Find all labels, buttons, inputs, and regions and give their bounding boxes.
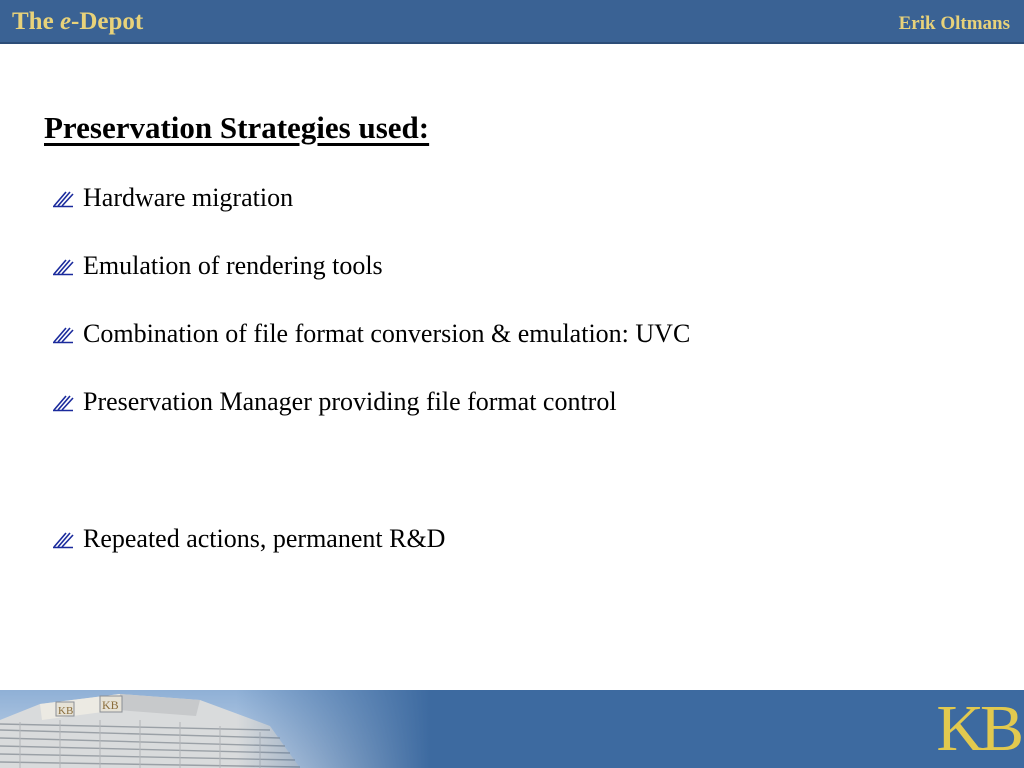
slanted-stripes-icon — [52, 392, 74, 412]
bullet-text: Hardware migration — [83, 183, 294, 212]
bullet-item — [52, 387, 617, 417]
bullet-text: Emulation of rendering tools — [83, 251, 383, 280]
bullet-item — [52, 319, 690, 349]
kb-logo: KB — [936, 692, 1020, 765]
building-photo — [0, 690, 430, 768]
header-bar — [0, 0, 1024, 44]
footer-bar — [0, 690, 1024, 768]
slanted-stripes-icon — [52, 256, 74, 276]
bullet-item — [52, 524, 445, 554]
bullet-text: Combination of file format conversion & emulation: UVC — [83, 319, 691, 348]
slide-heading: Preservation Strategies used: — [44, 110, 430, 145]
slanted-stripes-icon — [52, 324, 74, 344]
slanted-stripes-icon — [52, 188, 74, 208]
presentation-title — [12, 8, 143, 36]
bullet-text: Preservation Manager providing file format control — [83, 387, 617, 416]
bullet-item — [52, 251, 383, 281]
title-prefix: The — [12, 8, 60, 35]
slanted-stripes-icon — [52, 529, 74, 549]
title-e: e — [59, 8, 72, 35]
bullet-item — [52, 183, 293, 213]
author-name: Erik Oltmans — [898, 13, 1010, 34]
bullet-text: Repeated actions, permanent R&D — [83, 524, 446, 553]
title-suffix: -Depot — [71, 8, 144, 35]
